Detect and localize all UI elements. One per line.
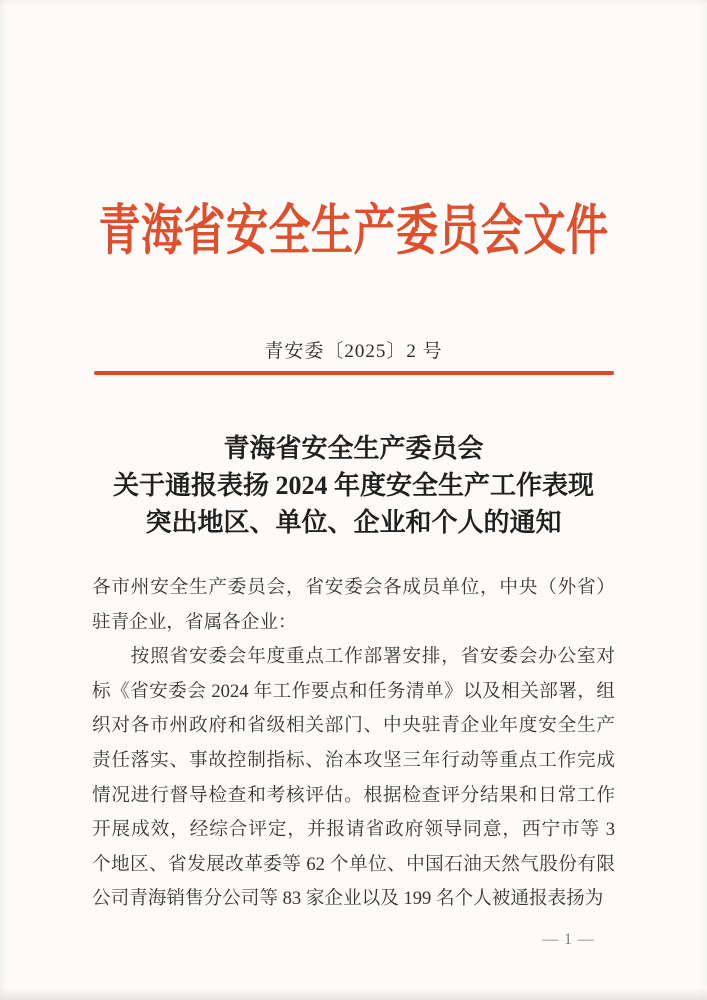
letterhead-org-title: 青海省安全生产委员会文件 [98, 202, 609, 263]
text-line: 按照省安委会年度重点工作部署安排，省安委会办公室对 [92, 646, 615, 668]
main-paragraph [92, 640, 615, 917]
notice-body [92, 571, 615, 917]
page-edge-shadow [0, 988, 707, 1000]
text-line: 标《省安委会 2024 年工作要点和任务清单》以及相关部署，组 [92, 680, 615, 702]
text-line: 个地区、省发展改革委等 62 个单位、中国石油天然气股份有限 [92, 853, 615, 875]
text-line: 开展成效，经综合评定，并报请省政府领导同意，西宁市等 3 [92, 819, 615, 841]
notice-title-line: 青海省安全生产委员会 [223, 434, 484, 463]
notice-title-line: 关于通报表扬 2024 年度安全生产工作表现 [112, 471, 594, 500]
notice-title-line: 突出地区、单位、企业和个人的通知 [145, 508, 562, 537]
document-number: 青安委〔2025〕2 号 [264, 341, 443, 362]
notice-title [0, 430, 707, 541]
text-line: 各市州安全生产委员会，省安委会各成员单位，中央（外省） [92, 577, 615, 598]
text-line: 织对各市州政府和省级相关部门、中央驻青企业年度安全生产 [92, 715, 615, 737]
text-line: 责任落实、事故控制指标、治本攻坚三年行动等重点工作完成 [92, 749, 615, 771]
text-line: 驻青企业，省属各企业： [92, 611, 297, 633]
letterhead-rule [94, 371, 614, 375]
text-line: 情况进行督导检查和考核评估。根据检查评分结果和日常工作 [92, 784, 615, 806]
page-number: — 1 — [542, 931, 595, 948]
text-line: 公司青海销售分公司等 83 家企业以及 199 名个人被通报表扬为 [92, 888, 604, 910]
salutation-paragraph [92, 571, 615, 640]
